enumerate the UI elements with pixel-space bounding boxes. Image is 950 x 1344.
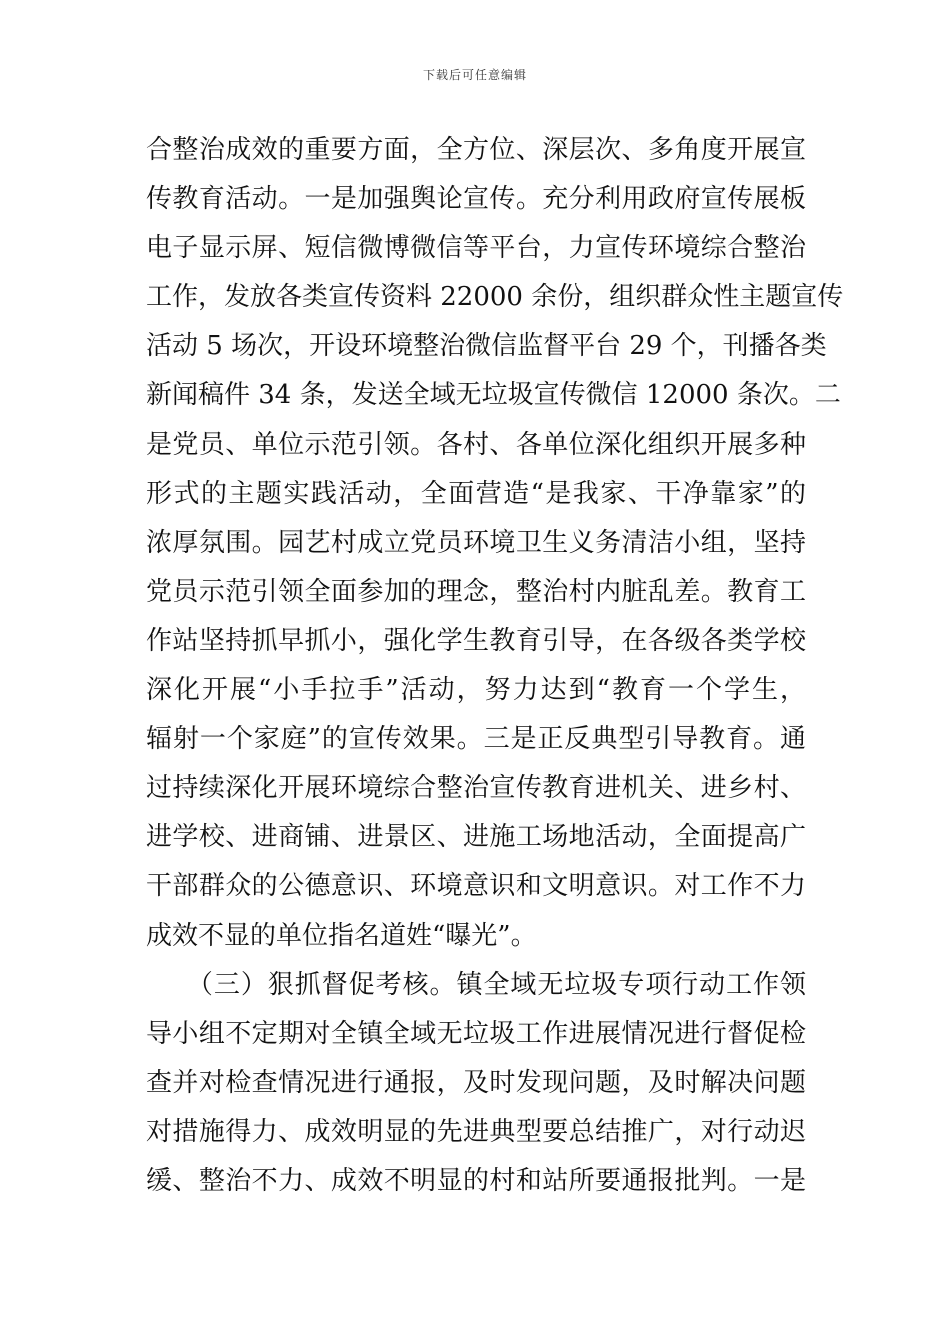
text-line: 形式的主题实践活动，全面营造“是我家、干净靠家”的 <box>146 478 806 509</box>
text-line: 导小组不定期对全镇全域无垃圾工作进展情况进行督促检 <box>146 1018 806 1049</box>
text-line: 电子显示屏、短信微博微信等平台，力宣传环境综合整治 <box>146 233 806 264</box>
text-line: 对措施得力、成效明显的先进典型要总结推广，对行动迟 <box>146 1116 806 1147</box>
text-line: 辐射一个家庭”的宣传效果。三是正反典型引导教育。通 <box>146 724 806 755</box>
text-line: 成效不显的单位指名道姓“曝光”。 <box>146 920 537 951</box>
text-line: 传教育活动。一是加强舆论宣传。充分利用政府宣传展板 <box>146 184 806 215</box>
text-line: 合整治成效的重要方面，全方位、深层次、多角度开展宣 <box>146 135 806 165</box>
text-line: 新闻稿件 34 条，发送全域无垃圾宣传微信 12000 条次。二 <box>146 380 841 411</box>
text-line: 作站坚持抓早抓小，强化学生教育引导，在各级各类学校 <box>146 625 806 656</box>
document-body <box>146 126 844 1206</box>
text-line: （三）狠抓督促考核。镇全域无垃圾专项行动工作领 <box>146 969 806 1000</box>
paragraph-2 <box>146 961 806 1206</box>
text-line: 干部群众的公德意识、环境意识和文明意识。对工作不力 <box>146 871 806 902</box>
text-line: 党员示范引领全面参加的理念，整治村内脏乱差。教育工 <box>146 576 806 607</box>
text-line: 活动 5 场次，开设环境整治微信监督平台 29 个，刊播各类 <box>146 331 827 362</box>
text-line: 工作，发放各类宣传资料 22000 余份，组织群众性主题宣传 <box>146 282 844 313</box>
text-line: 过持续深化开展环境综合整治宣传教育进机关、进乡村、 <box>146 773 806 804</box>
text-line: 查并对检查情况进行通报，及时发现问题，及时解决问题 <box>146 1067 806 1098</box>
page-header: 下载后可任意编辑 <box>422 68 527 82</box>
text-line: 浓厚氛围。园艺村成立党员环境卫生义务清洁小组，坚持 <box>146 527 806 558</box>
text-line: 是党员、单位示范引领。各村、各单位深化组织开展多种 <box>146 429 806 460</box>
paragraph-1 <box>146 126 844 961</box>
text-line: 进学校、进商铺、进景区、进施工场地活动，全面提高广 <box>146 822 806 853</box>
text-line: 深化开展“小手拉手”活动，努力达到“教育一个学生， <box>146 675 806 706</box>
text-line: 缓、整治不力、成效不明显的村和站所要通报批判。一是 <box>146 1165 806 1196</box>
